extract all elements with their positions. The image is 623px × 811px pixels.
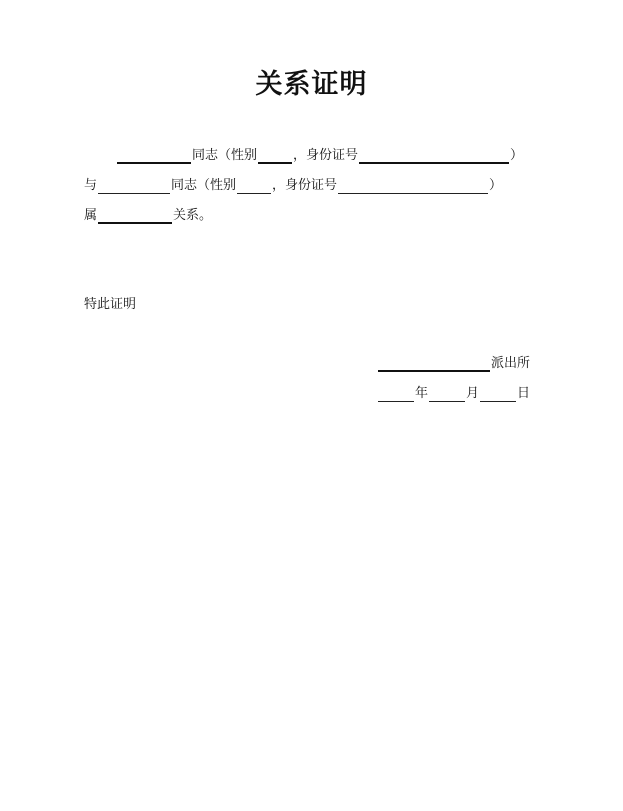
comrade-gender-label-2: 同志（性别 — [171, 178, 237, 193]
police-station-label: 派出所 — [491, 356, 531, 371]
police-station-blank[interactable] — [378, 356, 490, 372]
closing-text: 特此证明 — [84, 297, 137, 312]
person1-line — [116, 148, 523, 164]
with-label: 与 — [84, 178, 98, 193]
id-number-label-2: ，身份证号 — [272, 178, 338, 193]
person2-line — [84, 178, 502, 194]
month-label: 月 — [466, 386, 480, 401]
relationship-suffix: 关系。 — [173, 208, 213, 223]
day-blank[interactable] — [480, 387, 516, 402]
comrade-gender-label-1: 同志（性别 — [192, 148, 258, 163]
close-paren-1: ） — [510, 148, 524, 163]
year-blank[interactable] — [378, 387, 414, 402]
police-station-line — [377, 356, 530, 372]
year-label: 年 — [415, 386, 429, 401]
id-number-blank-1[interactable] — [359, 148, 509, 164]
close-paren-2: ） — [489, 178, 503, 193]
relationship-line — [84, 208, 212, 224]
gender-blank-1[interactable] — [258, 148, 292, 164]
belong-label: 属 — [84, 208, 98, 223]
document-title: 关系证明 — [255, 69, 368, 100]
name-blank-2[interactable] — [98, 179, 170, 194]
day-label: 日 — [517, 386, 531, 401]
date-line — [377, 386, 530, 402]
name-blank-1[interactable] — [117, 148, 191, 164]
gender-blank-2[interactable] — [237, 179, 271, 194]
id-number-label-1: ，身份证号 — [293, 148, 359, 163]
id-number-blank-2[interactable] — [338, 179, 488, 194]
closing-line — [84, 297, 136, 313]
month-blank[interactable] — [429, 387, 465, 402]
relationship-blank[interactable] — [98, 208, 172, 224]
